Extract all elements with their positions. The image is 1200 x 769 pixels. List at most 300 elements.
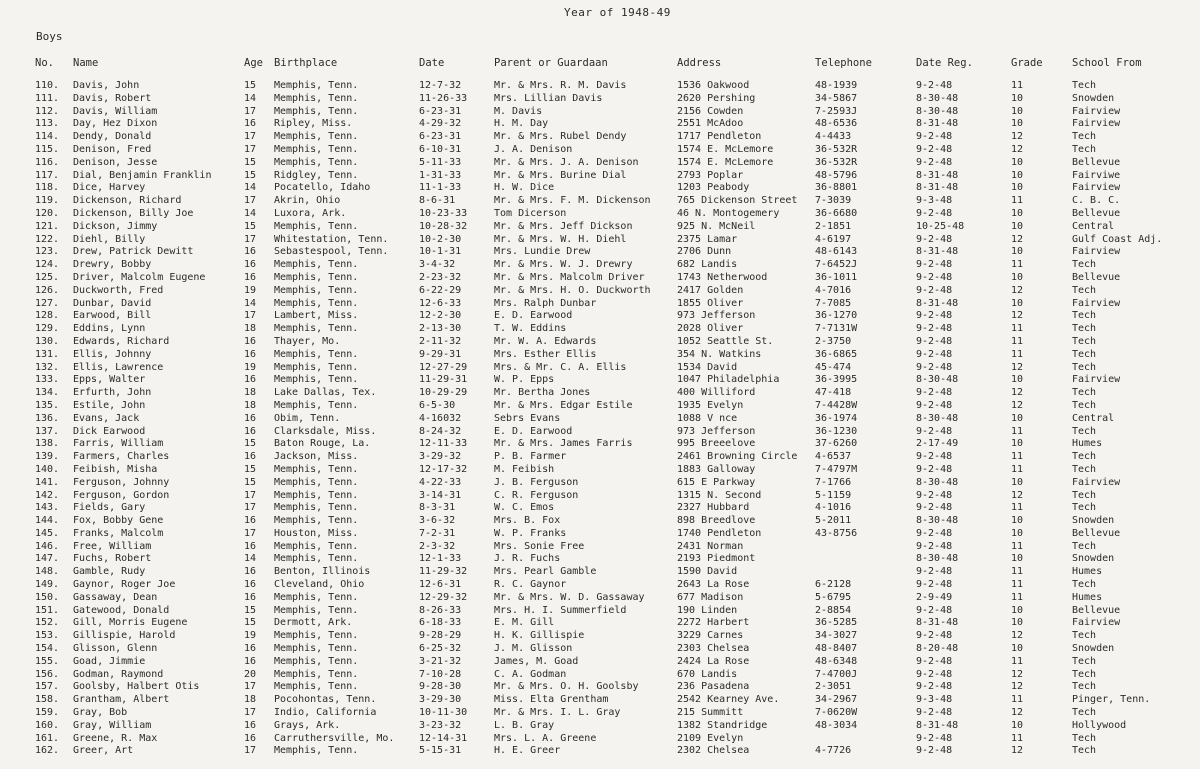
cell-address: 1574 E. McLemore: [677, 143, 774, 155]
cell-birthplace: Memphis, Tenn.: [274, 502, 359, 514]
cell-no: 154.: [35, 643, 60, 655]
cell-telephone: 6-2128: [815, 579, 852, 591]
cell-date: 6-5-30: [419, 399, 456, 411]
cell-date-reg: 9-2-48: [916, 310, 953, 322]
cell-date-reg: 9-2-48: [916, 451, 953, 463]
cell-telephone: 2-8854: [815, 604, 852, 616]
cell-no: 153.: [35, 630, 60, 642]
cell-name: Ellis, Johnny: [73, 348, 152, 360]
cell-date-reg: 9-2-48: [916, 745, 953, 757]
cell-date-reg: 8-30-48: [916, 515, 959, 527]
cell-date: 10-29-29: [419, 387, 468, 399]
table-row: [0, 93, 1200, 106]
cell-no: 119.: [35, 195, 60, 207]
cell-birthplace: Obim, Tenn.: [274, 412, 341, 424]
cell-date-reg: 9-3-48: [916, 195, 953, 207]
cell-age: 17: [244, 131, 257, 143]
cell-grade: 11: [1011, 195, 1024, 207]
cell-parent: Mrs. Sonie Free: [494, 540, 585, 552]
cell-parent: H. E. Greer: [494, 745, 561, 757]
cell-date: 11-26-33: [419, 92, 468, 104]
cell-date: 2-13-30: [419, 323, 462, 335]
cell-address: 354 N. Watkins: [677, 348, 762, 360]
cell-birthplace: Memphis, Tenn.: [274, 156, 359, 168]
table-row: [0, 643, 1200, 656]
cell-grade: 11: [1011, 323, 1024, 335]
cell-age: 17: [244, 745, 257, 757]
cell-name: Denison, Fred: [73, 143, 152, 155]
cell-parent: Mr. & Mrs. W. D. Gassaway: [494, 591, 645, 603]
cell-age: 16: [244, 425, 257, 437]
cell-date-reg: 10-25-48: [916, 220, 965, 232]
cell-school-from: Tech: [1072, 131, 1097, 143]
cell-age: 16: [244, 719, 257, 731]
cell-age: 15: [244, 617, 257, 629]
cell-age: 15: [244, 476, 257, 488]
student-table: [0, 80, 1200, 758]
cell-school-from: Tech: [1072, 463, 1097, 475]
cell-date: 12-2-30: [419, 310, 462, 322]
cell-date: 6-18-33: [419, 617, 462, 629]
cell-grade: 12: [1011, 361, 1024, 373]
cell-telephone: 5-6795: [815, 591, 852, 603]
cell-grade: 11: [1011, 732, 1024, 744]
cell-school-from: Central: [1072, 220, 1115, 232]
cell-parent: Tom Dicerson: [494, 207, 567, 219]
cell-birthplace: Memphis, Tenn.: [274, 668, 359, 680]
cell-date-reg: 9-2-48: [916, 323, 953, 335]
cell-no: 112.: [35, 105, 60, 117]
cell-no: 110.: [35, 80, 60, 91]
cell-telephone: 48-3034: [815, 719, 858, 731]
section-label: Boys: [36, 30, 63, 43]
cell-date: 12-17-32: [419, 463, 468, 475]
cell-date-reg: 9-2-48: [916, 732, 953, 744]
cell-date-reg: 9-2-48: [916, 630, 953, 642]
cell-telephone: 7-4428W: [815, 399, 858, 411]
cell-date-reg: 9-2-48: [916, 463, 953, 475]
cell-grade: 12: [1011, 387, 1024, 399]
cell-grade: 10: [1011, 617, 1024, 629]
cell-address: 682 Landis: [677, 259, 738, 271]
cell-age: 15: [244, 463, 257, 475]
cell-age: 19: [244, 361, 257, 373]
cell-age: 14: [244, 92, 257, 104]
cell-parent: Mr. & Mrs. I. L. Gray: [494, 707, 621, 719]
cell-birthplace: Memphis, Tenn.: [274, 489, 359, 501]
cell-grade: 12: [1011, 707, 1024, 719]
cell-telephone: 36-6680: [815, 207, 858, 219]
table-row: [0, 707, 1200, 720]
cell-school-from: Central: [1072, 412, 1115, 424]
cell-school-from: Tech: [1072, 80, 1097, 91]
table-row: [0, 566, 1200, 579]
cell-date-reg: 9-2-48: [916, 425, 953, 437]
table-row: [0, 592, 1200, 605]
cell-birthplace: Baton Rouge, La.: [274, 438, 371, 450]
cell-address: 670 Landis: [677, 668, 738, 680]
cell-telephone: 37-6260: [815, 438, 858, 450]
cell-parent: Mr. & Mrs. W. J. Drewry: [494, 259, 633, 271]
cell-address: 2302 Chelsea: [677, 745, 750, 757]
cell-date: 3-21-32: [419, 655, 462, 667]
cell-no: 121.: [35, 220, 60, 232]
cell-name: Davis, William: [73, 105, 158, 117]
cell-parent: H. M. Day: [494, 118, 549, 130]
cell-age: 16: [244, 348, 257, 360]
cell-birthplace: Sebastespool, Tenn.: [274, 246, 389, 258]
cell-grade: 10: [1011, 182, 1024, 194]
cell-telephone: 5-1159: [815, 489, 852, 501]
table-row: [0, 234, 1200, 247]
table-row: [0, 170, 1200, 183]
cell-parent: Mrs. & Mr. C. A. Ellis: [494, 361, 627, 373]
cell-telephone: 7-3039: [815, 195, 852, 207]
cell-grade: 10: [1011, 412, 1024, 424]
table-row: [0, 323, 1200, 336]
cell-age: 18: [244, 387, 257, 399]
cell-school-from: Pinger, Tenn.: [1072, 694, 1151, 706]
cell-name: Goad, Jimmie: [73, 655, 146, 667]
table-row: [0, 246, 1200, 259]
cell-age: 18: [244, 323, 257, 335]
cell-school-from: Tech: [1072, 732, 1097, 744]
cell-grade: 10: [1011, 105, 1024, 117]
cell-school-from: Tech: [1072, 399, 1097, 411]
cell-birthplace: Memphis, Tenn.: [274, 604, 359, 616]
cell-grade: 12: [1011, 745, 1024, 757]
cell-age: 17: [244, 310, 257, 322]
cell-address: 925 N. McNeil: [677, 220, 756, 232]
cell-school-from: Bellevue: [1072, 156, 1121, 168]
cell-no: 133.: [35, 374, 60, 386]
cell-birthplace: Memphis, Tenn.: [274, 591, 359, 603]
cell-grade: 10: [1011, 297, 1024, 309]
cell-parent: M. Feibish: [494, 463, 555, 475]
cell-name: Davis, John: [73, 80, 140, 91]
cell-birthplace: Indio, California: [274, 707, 377, 719]
cell-no: 159.: [35, 707, 60, 719]
table-row: [0, 605, 1200, 618]
cell-birthplace: Memphis, Tenn.: [274, 220, 359, 232]
table-row: [0, 477, 1200, 490]
cell-date-reg: 8-31-48: [916, 617, 959, 629]
cell-age: 18: [244, 399, 257, 411]
cell-date-reg: 9-2-48: [916, 566, 953, 578]
cell-telephone: 4-6197: [815, 233, 852, 245]
cell-birthplace: Memphis, Tenn.: [274, 399, 359, 411]
cell-date-reg: 9-2-48: [916, 655, 953, 667]
cell-name: Diehl, Billy: [73, 233, 146, 245]
cell-date: 8-26-33: [419, 604, 462, 616]
cell-parent: W. C. Emos: [494, 502, 555, 514]
cell-no: 127.: [35, 297, 60, 309]
cell-address: 1315 N. Second: [677, 489, 762, 501]
cell-no: 162.: [35, 745, 60, 757]
table-row: [0, 694, 1200, 707]
cell-telephone: 5-2011: [815, 515, 852, 527]
cell-date: 10-2-30: [419, 233, 462, 245]
cell-date-reg: 2-9-49: [916, 591, 953, 603]
cell-age: 14: [244, 297, 257, 309]
cell-grade: 11: [1011, 259, 1024, 271]
cell-school-from: Humes: [1072, 438, 1103, 450]
header-age: Age: [244, 57, 263, 69]
cell-parent: Mrs. L. A. Greene: [494, 732, 597, 744]
cell-date-reg: 9-2-48: [916, 348, 953, 360]
cell-name: Greene, R. Max: [73, 732, 158, 744]
cell-telephone: 36-1230: [815, 425, 858, 437]
table-row: [0, 669, 1200, 682]
cell-age: 15: [244, 169, 257, 181]
cell-grade: 10: [1011, 156, 1024, 168]
cell-date: 6-23-31: [419, 105, 462, 117]
cell-age: 16: [244, 246, 257, 258]
cell-no: 161.: [35, 732, 60, 744]
header-telephone: Telephone: [815, 57, 872, 69]
cell-age: 20: [244, 668, 257, 680]
cell-telephone: 36-5285: [815, 617, 858, 629]
cell-telephone: 34-3027: [815, 630, 858, 642]
cell-age: 16: [244, 515, 257, 527]
cell-birthplace: Benton, Illinois: [274, 566, 371, 578]
cell-birthplace: Jackson, Miss.: [274, 451, 359, 463]
table-row: [0, 438, 1200, 451]
cell-parent: T. W. Eddins: [494, 323, 567, 335]
cell-name: Gassaway, Dean: [73, 591, 158, 603]
cell-date: 11-29-31: [419, 374, 468, 386]
cell-age: 16: [244, 579, 257, 591]
cell-age: 14: [244, 182, 257, 194]
cell-date-reg: 9-2-48: [916, 271, 953, 283]
cell-date: 4-16032: [419, 412, 462, 424]
table-row: [0, 387, 1200, 400]
cell-date: 10-23-33: [419, 207, 468, 219]
cell-age: 16: [244, 374, 257, 386]
cell-parent: E. D. Earwood: [494, 425, 573, 437]
cell-school-from: Tech: [1072, 348, 1097, 360]
cell-parent: C. R. Ferguson: [494, 489, 579, 501]
cell-age: 16: [244, 655, 257, 667]
cell-birthplace: Thayer, Mo.: [274, 335, 341, 347]
cell-telephone: 36-3995: [815, 374, 858, 386]
table-row: [0, 502, 1200, 515]
cell-grade: 11: [1011, 591, 1024, 603]
cell-grade: 11: [1011, 80, 1024, 91]
cell-address: 2461 Browning Circle: [677, 451, 798, 463]
cell-grade: 11: [1011, 451, 1024, 463]
cell-address: 236 Pasadena: [677, 681, 750, 693]
cell-birthplace: Lake Dallas, Tex.: [274, 387, 377, 399]
cell-address: 2542 Kearney Ave.: [677, 694, 780, 706]
cell-name: Earwood, Bill: [73, 310, 152, 322]
cell-no: 120.: [35, 207, 60, 219]
cell-date: 3-4-32: [419, 259, 456, 271]
cell-address: 1883 Galloway: [677, 463, 756, 475]
cell-address: 2028 Oliver: [677, 323, 744, 335]
cell-parent: Mr. & Mrs. Burine Dial: [494, 169, 627, 181]
cell-parent: Mr. & Mrs. J. A. Denison: [494, 156, 639, 168]
cell-school-from: Gulf Coast Adj.: [1072, 233, 1163, 245]
cell-birthplace: Memphis, Tenn.: [274, 143, 359, 155]
cell-date: 1-31-33: [419, 169, 462, 181]
cell-date: 12-29-32: [419, 591, 468, 603]
cell-name: Gaynor, Roger Joe: [73, 579, 176, 591]
cell-birthplace: Houston, Miss.: [274, 527, 359, 539]
table-row: [0, 515, 1200, 528]
cell-date: 9-28-29: [419, 630, 462, 642]
cell-date: 2-11-32: [419, 335, 462, 347]
cell-birthplace: Ripley, Miss.: [274, 118, 353, 130]
cell-age: 17: [244, 681, 257, 693]
header-name: Name: [73, 57, 99, 69]
cell-school-from: Fairview: [1072, 182, 1121, 194]
cell-school-from: Tech: [1072, 335, 1097, 347]
cell-date-reg: 8-31-48: [916, 297, 959, 309]
table-row: [0, 630, 1200, 643]
cell-age: 17: [244, 527, 257, 539]
cell-telephone: 48-5796: [815, 169, 858, 181]
cell-birthplace: Memphis, Tenn.: [274, 271, 359, 283]
cell-school-from: Tech: [1072, 143, 1097, 155]
cell-age: 16: [244, 118, 257, 130]
cell-date: 9-29-31: [419, 348, 462, 360]
cell-age: 15: [244, 220, 257, 232]
cell-parent: Mrs. Esther Ellis: [494, 348, 597, 360]
cell-date-reg: 8-31-48: [916, 169, 959, 181]
page-title: Year of 1948-49: [564, 6, 671, 19]
cell-school-from: Fairview: [1072, 476, 1121, 488]
cell-no: 118.: [35, 182, 60, 194]
header-address: Address: [677, 57, 722, 69]
table-row: [0, 617, 1200, 630]
cell-grade: 11: [1011, 425, 1024, 437]
cell-parent: P. B. Farmer: [494, 451, 567, 463]
cell-date: 12-14-31: [419, 732, 468, 744]
cell-telephone: 2-3750: [815, 335, 852, 347]
cell-telephone: 36-8801: [815, 182, 858, 194]
cell-school-from: Tech: [1072, 387, 1097, 399]
cell-date-reg: 8-30-48: [916, 92, 959, 104]
cell-name: Estile, John: [73, 399, 146, 411]
table-row: [0, 349, 1200, 362]
cell-no: 113.: [35, 118, 60, 130]
cell-name: Dendy, Donald: [73, 131, 152, 143]
cell-name: Davis, Robert: [73, 92, 152, 104]
cell-name: Gillispie, Harold: [73, 630, 176, 642]
cell-name: Greer, Art: [73, 745, 134, 757]
cell-date-reg: 8-30-48: [916, 553, 959, 565]
table-row: [0, 298, 1200, 311]
cell-date: 12-6-33: [419, 297, 462, 309]
cell-no: 115.: [35, 143, 60, 155]
cell-parent: Mr. & Mrs. O. H. Goolsby: [494, 681, 639, 693]
cell-name: Dickenson, Billy Joe: [73, 207, 194, 219]
cell-birthplace: Memphis, Tenn.: [274, 745, 359, 757]
cell-telephone: 48-6348: [815, 655, 858, 667]
cell-grade: 10: [1011, 207, 1024, 219]
cell-address: 2303 Chelsea: [677, 643, 750, 655]
cell-school-from: Fairview: [1072, 246, 1121, 258]
cell-date-reg: 8-20-48: [916, 643, 959, 655]
cell-name: Dick Earwood: [73, 425, 146, 437]
cell-no: 146.: [35, 540, 60, 552]
cell-no: 145.: [35, 527, 60, 539]
cell-grade: 10: [1011, 438, 1024, 450]
cell-birthplace: Memphis, Tenn.: [274, 348, 359, 360]
cell-no: 132.: [35, 361, 60, 373]
cell-school-from: Tech: [1072, 451, 1097, 463]
cell-address: 1574 E. McLemore: [677, 156, 774, 168]
cell-school-from: Tech: [1072, 310, 1097, 322]
cell-date: 5-15-31: [419, 745, 462, 757]
cell-birthplace: Memphis, Tenn.: [274, 131, 359, 143]
cell-name: Driver, Malcolm Eugene: [73, 271, 206, 283]
cell-address: 995 Breeelove: [677, 438, 756, 450]
cell-no: 152.: [35, 617, 60, 629]
cell-name: Dial, Benjamin Franklin: [73, 169, 212, 181]
cell-birthplace: Memphis, Tenn.: [274, 476, 359, 488]
cell-date: 12-7-32: [419, 80, 462, 91]
cell-school-from: Tech: [1072, 502, 1097, 514]
cell-address: 1590 David: [677, 566, 738, 578]
cell-date-reg: 9-2-48: [916, 707, 953, 719]
cell-age: 18: [244, 694, 257, 706]
cell-date-reg: 8-30-48: [916, 105, 959, 117]
cell-date: 12-27-29: [419, 361, 468, 373]
cell-no: 128.: [35, 310, 60, 322]
cell-grade: 10: [1011, 604, 1024, 616]
cell-birthplace: Memphis, Tenn.: [274, 80, 359, 91]
cell-name: Eddins, Lynn: [73, 323, 146, 335]
table-row: [0, 259, 1200, 272]
cell-birthplace: Memphis, Tenn.: [274, 374, 359, 386]
cell-school-from: Fairview: [1072, 374, 1121, 386]
header-school-from: School From: [1072, 57, 1142, 69]
cell-address: 2375 Lamar: [677, 233, 738, 245]
cell-telephone: 47-418: [815, 387, 852, 399]
cell-date: 2-23-32: [419, 271, 462, 283]
table-row: [0, 426, 1200, 439]
cell-no: 117.: [35, 169, 60, 181]
cell-name: Farris, William: [73, 438, 164, 450]
cell-grade: 12: [1011, 681, 1024, 693]
cell-grade: 11: [1011, 335, 1024, 347]
cell-address: 1935 Evelyn: [677, 399, 744, 411]
cell-school-from: Fairview: [1072, 297, 1121, 309]
cell-name: Dickenson, Richard: [73, 195, 182, 207]
cell-grade: 12: [1011, 143, 1024, 155]
cell-date: 5-11-33: [419, 156, 462, 168]
cell-date: 8-6-31: [419, 195, 456, 207]
cell-parent: Mr. & Mrs. F. M. Dickenson: [494, 195, 651, 207]
cell-parent: Mrs. Lundie Drew: [494, 246, 591, 258]
cell-age: 16: [244, 591, 257, 603]
cell-name: Evans, Jack: [73, 412, 140, 424]
cell-telephone: 4-7016: [815, 284, 852, 296]
cell-no: 156.: [35, 668, 60, 680]
cell-date-reg: 9-2-48: [916, 207, 953, 219]
cell-name: Free, William: [73, 540, 152, 552]
cell-age: 17: [244, 707, 257, 719]
cell-no: 114.: [35, 131, 60, 143]
cell-date: 3-29-32: [419, 451, 462, 463]
cell-date-reg: 9-2-48: [916, 259, 953, 271]
cell-school-from: Tech: [1072, 681, 1097, 693]
cell-no: 125.: [35, 271, 60, 283]
cell-parent: Mrs. Ralph Dunbar: [494, 297, 597, 309]
cell-grade: 10: [1011, 553, 1024, 565]
